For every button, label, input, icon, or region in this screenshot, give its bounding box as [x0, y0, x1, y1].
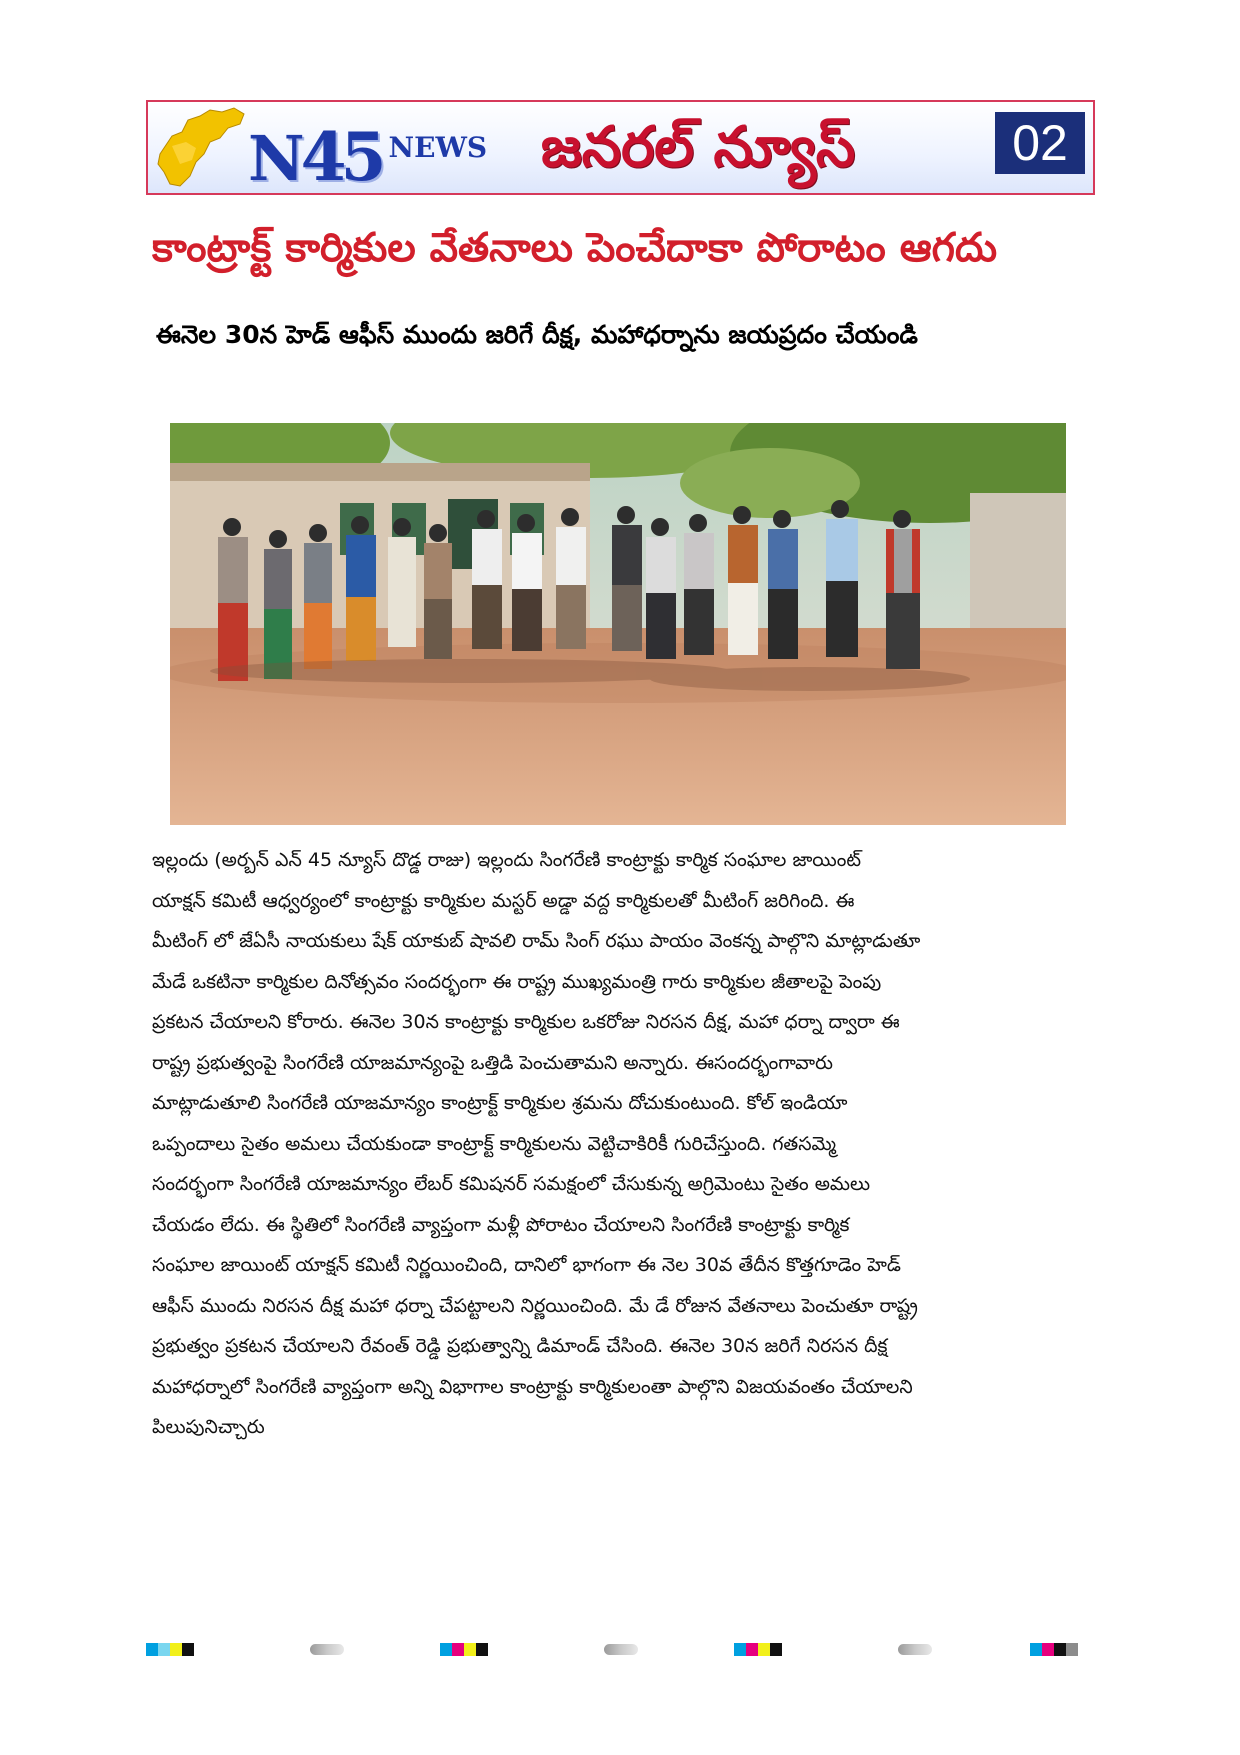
state-map-icon [152, 106, 248, 192]
print-color-bars [0, 1643, 1240, 1661]
logo-letter-n: N [248, 122, 303, 195]
body-line: సంఘాల జాయింట్ యాక్షన్ కమిటీ నిర్ణయించింది, దానిలో భాగంగా ఈ నెల 30వ తేదీన కొత్తగూడెం హెడ్ [152, 1254, 901, 1276]
body-line: చేయడం లేదు. ఈ స్థితిలో సింగరేణి వ్యాప్తంగా మళ్లీ పోరాటం చేయాలని సింగరేణి కాంట్రాక్టు కార్మిక [152, 1213, 850, 1236]
body-line: యాక్షన్ కమిటీ ఆధ్వర్యంలో కాంట్రాక్టు కార్మికుల మస్టర్ అడ్డా వద్ద కార్మికులతో మీటింగ్ జరిగింది. ఈ [152, 889, 855, 912]
cmyk-bar-icon [1030, 1643, 1078, 1656]
body-line: ప్రభుత్వం ప్రకటన చేయాలని రేవంత్ రెడ్డి ప్రభుత్వాన్ని డిమాండ్ చేసింది. ఈనెల 30న జరిగే నిరసన దీక్ష [152, 1335, 888, 1357]
logo-news-word: NEWS [388, 131, 488, 164]
body-line: మేడే ఒకటినా కార్మికుల దినోత్సవం సందర్భంగా ఈ రాష్ట్ర ముఖ్యమంత్రి గారు కార్మికుల జీతాలపై పెంపు [152, 970, 882, 993]
page-number-badge: 02 [995, 112, 1085, 174]
cmyk-bar-icon [734, 1643, 782, 1656]
article-headline: కాంట్రాక్ట్ కార్మికుల వేతనాలు పెంచేదాకా పోరాటం ఆగదు [152, 225, 998, 271]
body-line: సందర్భంగా సింగరేణి యాజమాన్యం లేబర్ కమిషనర్ సమక్షంలో చేసుకున్న అగ్రిమెంటు సైతం అమలు [152, 1173, 871, 1195]
body-line: ఆఫీస్ ముందు నిరసన దీక్ష మహా ధర్నా చేపట్టాలని నిర్ణయించింది. మే డే రోజున వేతనాలు పెంచుతూ రాష్ట్ర [152, 1294, 918, 1317]
body-line: ఒప్పందాలు సైతం అమలు చేయకుండా కాంట్రాక్ట్ కార్మికులను వెట్టిచాకిరికీ గురిచేస్తుంది. గతసమ్మె [152, 1132, 837, 1155]
article-photo [170, 423, 1066, 825]
section-title: జనరల్ న్యూస్ [540, 115, 856, 180]
body-line: పిలుపునిచ్చారు [152, 1416, 265, 1438]
cmyk-bar-icon [146, 1643, 194, 1656]
gray-pill-mark-icon [604, 1644, 638, 1655]
body-line: మాట్లాడుతూలి సింగరేణి యాజమాన్యం కాంట్రాక్ట్ కార్మికుల శ్రమను దోచుకుంటుంది. కోల్ ఇండియా [152, 1092, 848, 1114]
body-line: ఇల్లందు (అర్బన్ ఎన్ 45 న్యూస్ దొడ్డ రాజు) ఇల్లందు సింగరేణి కాంట్రాక్టు కార్మిక సంఘాల జాయింట్ [152, 849, 862, 871]
n45-news-logo [248, 106, 488, 195]
gray-pill-mark-icon [310, 1644, 344, 1655]
body-line: ప్రకటన చేయాలని కోరారు. ఈనెల 30న కాంట్రాక్టు కార్మికుల ఒకరోజు నిరసన దీక్ష, మహా ధర్నా ద్వారా ఈ [152, 1011, 900, 1033]
logo-number: 45 [300, 118, 381, 195]
article-body [152, 840, 1092, 1448]
cmyk-bar-icon [440, 1643, 488, 1656]
masthead-banner [146, 100, 1095, 195]
body-line: మహాధర్నాలో సింగరేణి వ్యాప్తంగా అన్ని విభాగాల కాంట్రాక్టు కార్మికులంతా పాల్గొని విజయవంతం చేయాలని [152, 1375, 913, 1398]
body-line: మీటింగ్ లో జేఏసీ నాయకులు షేక్ యాకుబ్ షావలి రామ్ సింగ్ రఘు పాయం వెంకన్న పాల్గొని మాట్లాడుతూ [152, 930, 921, 952]
article-subheadline: ఈనెల 30న హెడ్ ఆఫీస్ ముందు జరిగే దీక్ష, మహాధర్నాను జయప్రదం చేయండి [156, 320, 918, 349]
body-line: రాష్ట్ర ప్రభుత్వంపై సింగరేణి యాజమాన్యంపై ఒత్తిడి పెంచుతామని అన్నారు. ఈసందర్భంగావారు [152, 1051, 833, 1074]
gray-pill-mark-icon [898, 1644, 932, 1655]
